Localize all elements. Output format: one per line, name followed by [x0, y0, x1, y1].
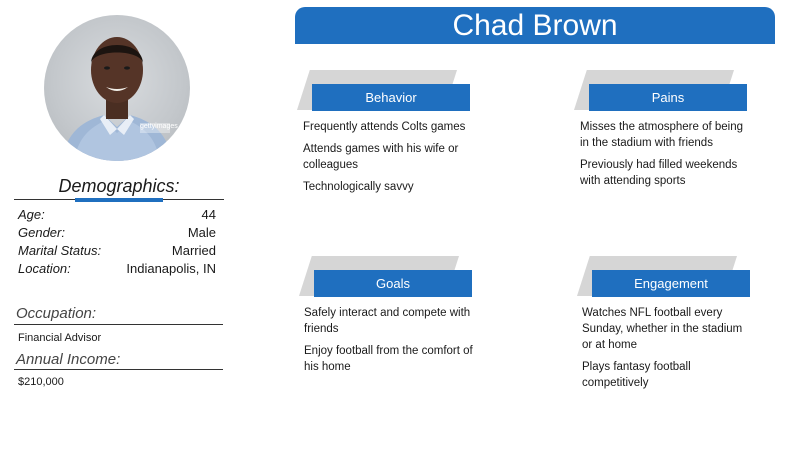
pains-list: [580, 119, 755, 189]
list-item: Attends games with his wife or colleagues: [303, 143, 459, 171]
photo-watermark: gettyimages: [140, 123, 178, 130]
list-item: Misses the atmosphere of being in the stadium with friends: [580, 121, 744, 149]
occupation-title: Occupation:: [16, 305, 97, 322]
demographics-value: Male: [187, 225, 216, 240]
list-item: Plays fantasy football competitively: [582, 361, 691, 389]
occupation-divider: [14, 324, 223, 325]
persona-name-header: Chad Brown: [295, 7, 775, 44]
demographics-label: Age:: [18, 207, 45, 222]
demographics-value: 44: [201, 207, 216, 222]
list-item: Technologically savvy: [303, 181, 414, 193]
list-item: Safely interact and compete with friends: [304, 307, 471, 335]
demographics-row-location: [18, 261, 216, 279]
behavior-tab: Behavior: [312, 84, 470, 111]
behavior-list: [303, 119, 478, 195]
demographics-label: Marital Status:: [18, 243, 102, 258]
demographics-label: Location:: [18, 261, 71, 276]
goals-tab: Goals: [314, 270, 472, 297]
demographics-row-age: [18, 207, 216, 225]
goals-list: [304, 305, 479, 375]
pains-tab: Pains: [589, 84, 747, 111]
demographics-title: Demographics:: [58, 176, 180, 196]
engagement-tab: Engagement: [592, 270, 750, 297]
demographics-value: Married: [171, 243, 216, 258]
list-item: Previously had filled weekends with attending sports: [580, 159, 738, 187]
engagement-list: [582, 305, 747, 391]
income-divider: [14, 369, 223, 370]
occupation-value: Financial Advisor: [18, 332, 102, 344]
income-title: Annual Income:: [16, 351, 121, 368]
demographics-value: Indianapolis, IN: [126, 261, 216, 276]
list-item: Enjoy football from the comfort of his home: [304, 345, 473, 373]
list-item: Watches NFL football every Sunday, whether in the stadium or at home: [582, 307, 743, 351]
income-value: $210,000: [18, 376, 64, 388]
demographics-row-gender: [18, 225, 216, 243]
demographics-accent-bar: [75, 198, 163, 202]
persona-photo: [44, 15, 190, 161]
person-photo-icon: [44, 15, 190, 161]
demographics-label: Gender:: [18, 225, 65, 240]
list-item: Frequently attends Colts games: [303, 121, 466, 133]
demographics-row-marital-status: [18, 243, 216, 261]
